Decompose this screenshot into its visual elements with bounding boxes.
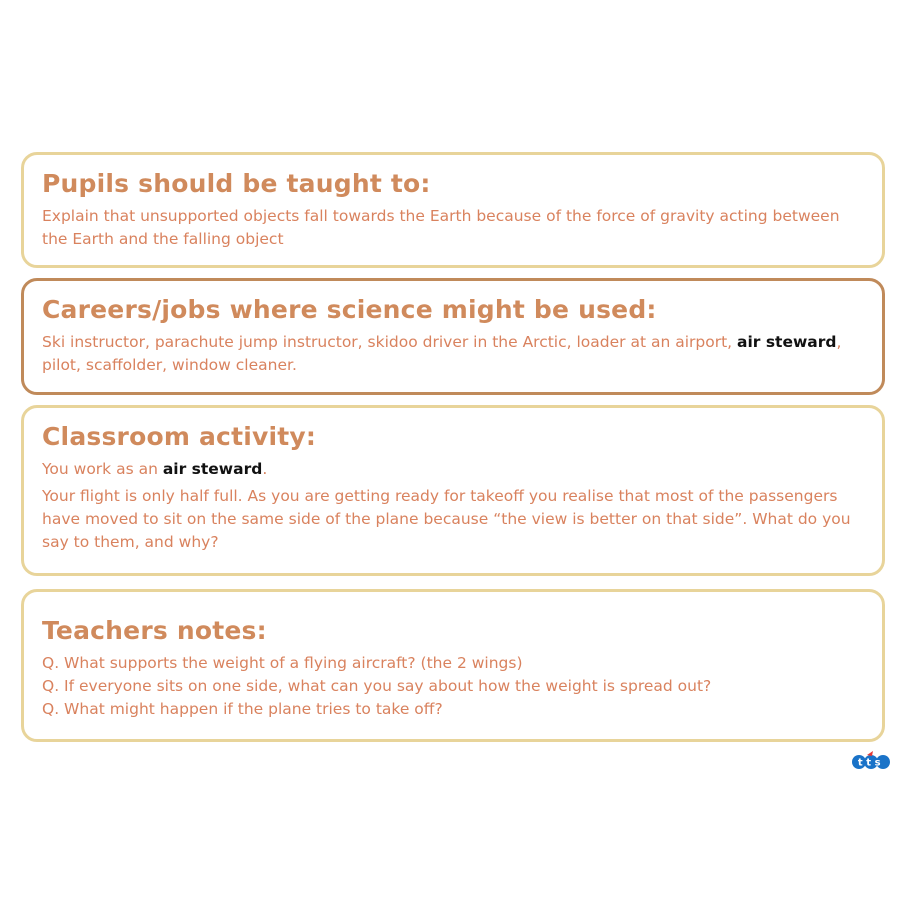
activity-line1 xyxy=(42,458,864,481)
careers-title: Careers/jobs where science might be used: xyxy=(42,295,657,324)
activity-line1-after: . xyxy=(262,460,268,478)
activity-line2: Your flight is only half full. As you are getting ready for takeoff you realise that most of the passengers have moved to sit on the same side of the plane because “the view is better on that side”. What do you say to them, and why? xyxy=(42,487,851,551)
tts-logo xyxy=(851,750,891,770)
careers-body-before: Ski instructor, parachute jump instructor, skidoo driver in the Arctic, loader at an airport, xyxy=(42,333,738,351)
careers-body-after: , pilot, scaffolder, window cleaner. xyxy=(42,333,842,374)
activity-line1-bold: air steward xyxy=(162,460,263,478)
activity-title: Classroom activity: xyxy=(42,422,317,451)
pupils-title: Pupils should be taught to: xyxy=(42,169,431,198)
notes-card xyxy=(21,589,885,742)
activity-card xyxy=(21,405,885,576)
pupils-body: Explain that unsupported objects fall towards the Earth because of the force of gravity acting between the Earth and the falling object xyxy=(42,207,840,248)
careers-body xyxy=(42,331,864,377)
tts-logo-icon xyxy=(851,750,891,770)
notes-q2: Q. If everyone sits on one side, what can you say about how the weight is spread out? xyxy=(42,677,712,695)
careers-card xyxy=(21,278,885,395)
notes-q1: Q. What supports the weight of a flying aircraft? (the 2 wings) xyxy=(42,654,523,672)
pupils-card xyxy=(21,152,885,268)
tts-logo-text: tts xyxy=(857,757,885,769)
notes-title: Teachers notes: xyxy=(42,616,267,645)
notes-q3: Q. What might happen if the plane tries to take off? xyxy=(42,700,443,718)
careers-body-bold: air steward xyxy=(737,333,837,351)
activity-line1-before: You work as an xyxy=(42,460,163,478)
